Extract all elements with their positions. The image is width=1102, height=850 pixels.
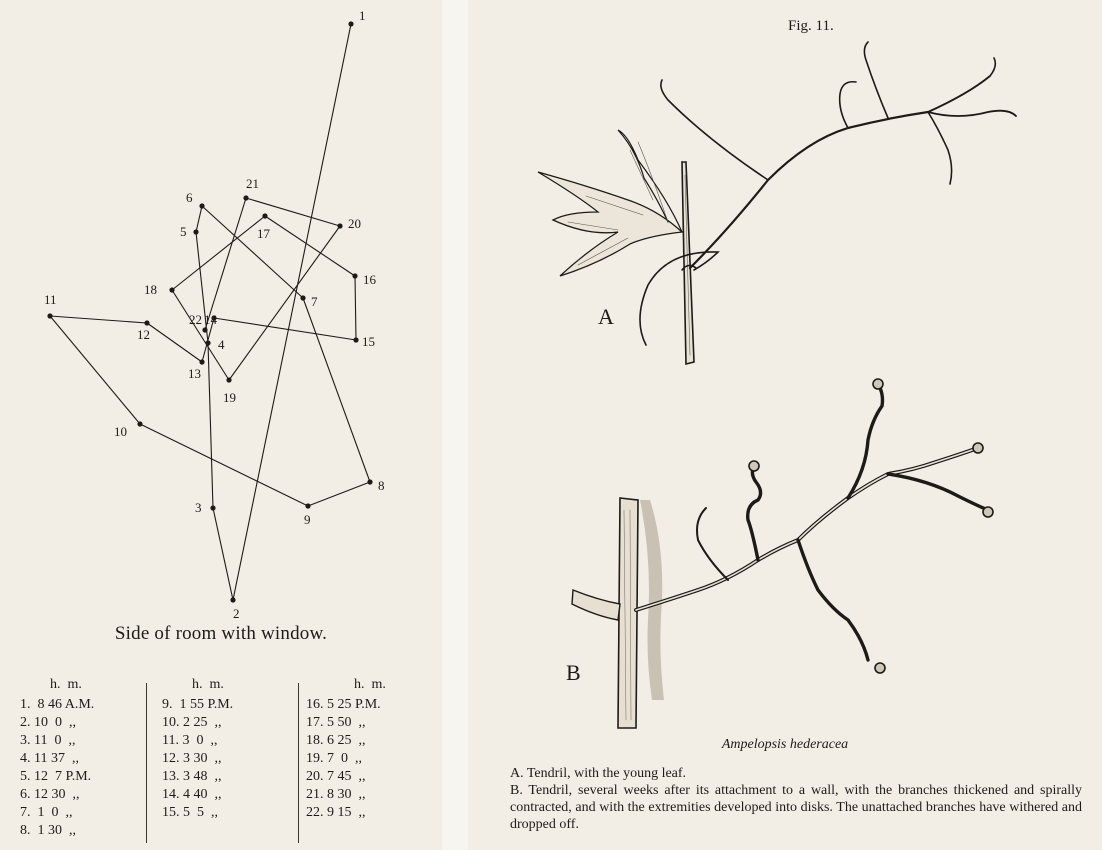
point-label-8: 8 [378,478,385,493]
point-label-1: 1 [359,8,366,23]
path-segment-3-4 [208,343,213,508]
point-label-7: 7 [311,294,318,309]
tendril-b-drawing [572,379,993,728]
figure-label-b: B [566,660,581,685]
species-name: Ampelopsis hederacea [721,737,849,752]
figure-title: Fig. 11. [788,18,834,34]
path-segment-5-6 [196,206,202,232]
point-label-11: 11 [44,292,57,307]
path-segment-14-15 [214,318,356,340]
movement-point-1 [348,21,353,26]
path-segment-6-7 [202,206,303,298]
time-row: 8. 1 30 ,, [20,823,76,838]
movement-point-19 [226,377,231,382]
point-label-4: 4 [218,337,225,352]
figure-legend [510,765,1082,833]
time-row: 9. 1 55 P.M. [162,697,234,712]
point-label-15: 15 [362,334,375,349]
time-row: 12. 3 30 ,, [162,751,222,766]
column-divider [298,683,299,843]
time-row: 11. 3 0 ,, [162,733,218,748]
path-segment-9-10 [140,424,308,506]
point-label-10: 10 [114,424,127,439]
time-row: 20. 7 45 ,, [306,769,366,784]
tendril-illustration [468,0,1102,735]
path-segment-11-12 [50,316,147,323]
path-segment-2-3 [213,508,233,600]
observation-times-table [14,677,434,847]
point-label-17: 17 [257,226,270,241]
point-label-5: 5 [180,224,187,239]
time-row: 5. 12 7 P.M. [20,769,92,784]
path-segment-7-8 [303,298,370,482]
path-segment-1-2 [233,24,351,600]
path-segment-8-9 [308,482,370,506]
time-row: 15. 5 5 ,, [162,805,218,820]
point-label-14: 14 [204,312,217,327]
time-row: 6. 12 30 ,, [20,787,80,802]
movement-point-6 [199,203,204,208]
movement-point-5 [193,229,198,234]
movement-point-7 [300,295,305,300]
time-row: 4. 11 37 ,, [20,751,79,766]
time-row: 17. 5 50 ,, [306,715,366,730]
movement-point-9 [305,503,310,508]
movement-point-13 [199,359,204,364]
time-row: 16. 5 25 P.M. [306,697,381,712]
left-page [0,0,442,850]
path-segment-10-11 [50,316,140,424]
time-row: 19. 7 0 ,, [306,751,362,766]
time-row: 3. 11 0 ,, [20,733,76,748]
movement-point-12 [144,320,149,325]
point-label-2: 2 [233,606,240,620]
movement-point-4 [205,340,210,345]
time-row: 18. 6 25 ,, [306,733,366,748]
point-label-6: 6 [186,190,193,205]
figure-label-a: A [598,304,614,329]
time-row: 14. 4 40 ,, [162,787,222,802]
point-label-22: 22 [189,312,202,327]
path-segment-12-13 [147,323,202,362]
movement-point-10 [137,421,142,426]
tendril-movement-diagram [0,0,442,620]
movement-point-8 [367,479,372,484]
young-leaf [538,172,682,276]
column-header: h. m. [354,677,386,692]
time-row: 22. 9 15 ,, [306,805,366,820]
time-row: 10. 2 25 ,, [162,715,222,730]
movement-point-11 [47,313,52,318]
point-label-13: 13 [188,366,201,381]
right-page [468,0,1102,850]
movement-point-20 [337,223,342,228]
book-gutter [442,0,468,850]
movement-point-3 [210,505,215,510]
path-segment-21-22 [205,198,246,330]
movement-point-21 [243,195,248,200]
point-label-19: 19 [223,390,236,405]
point-label-18: 18 [144,282,157,297]
column-divider [146,683,147,843]
point-label-21: 21 [246,176,259,191]
movement-point-2 [230,597,235,602]
movement-point-22 [202,327,207,332]
column-header: h. m. [50,677,82,692]
legend-a: A. Tendril, with the young leaf. [510,766,687,781]
movement-point-18 [169,287,174,292]
point-label-12: 12 [137,327,150,342]
point-label-16: 16 [363,272,376,287]
time-row: 21. 8 30 ,, [306,787,366,802]
time-row: 1. 8 46 A.M. [20,697,95,712]
movement-point-16 [352,273,357,278]
column-header: h. m. [192,677,224,692]
movement-point-15 [353,337,358,342]
path-segment-15-16 [355,276,356,340]
time-row: 2. 10 0 ,, [20,715,76,730]
diagram-caption: Side of room with window. [114,623,328,644]
point-label-20: 20 [348,216,361,231]
path-segment-20-21 [246,198,340,226]
time-row: 13. 3 48 ,, [162,769,222,784]
point-label-3: 3 [195,500,202,515]
time-row: 7. 1 0 ,, [20,805,73,820]
movement-point-17 [262,213,267,218]
point-label-9: 9 [304,512,311,527]
legend-b: B. Tendril, several weeks after its attachment to a wall, with the branches thickened and spirally contracted, and with the extremities developed into disks. The unattached branches have withered and dropped off. [510,783,1082,832]
path-segment-19-20 [229,226,340,380]
movement-points [44,8,385,620]
